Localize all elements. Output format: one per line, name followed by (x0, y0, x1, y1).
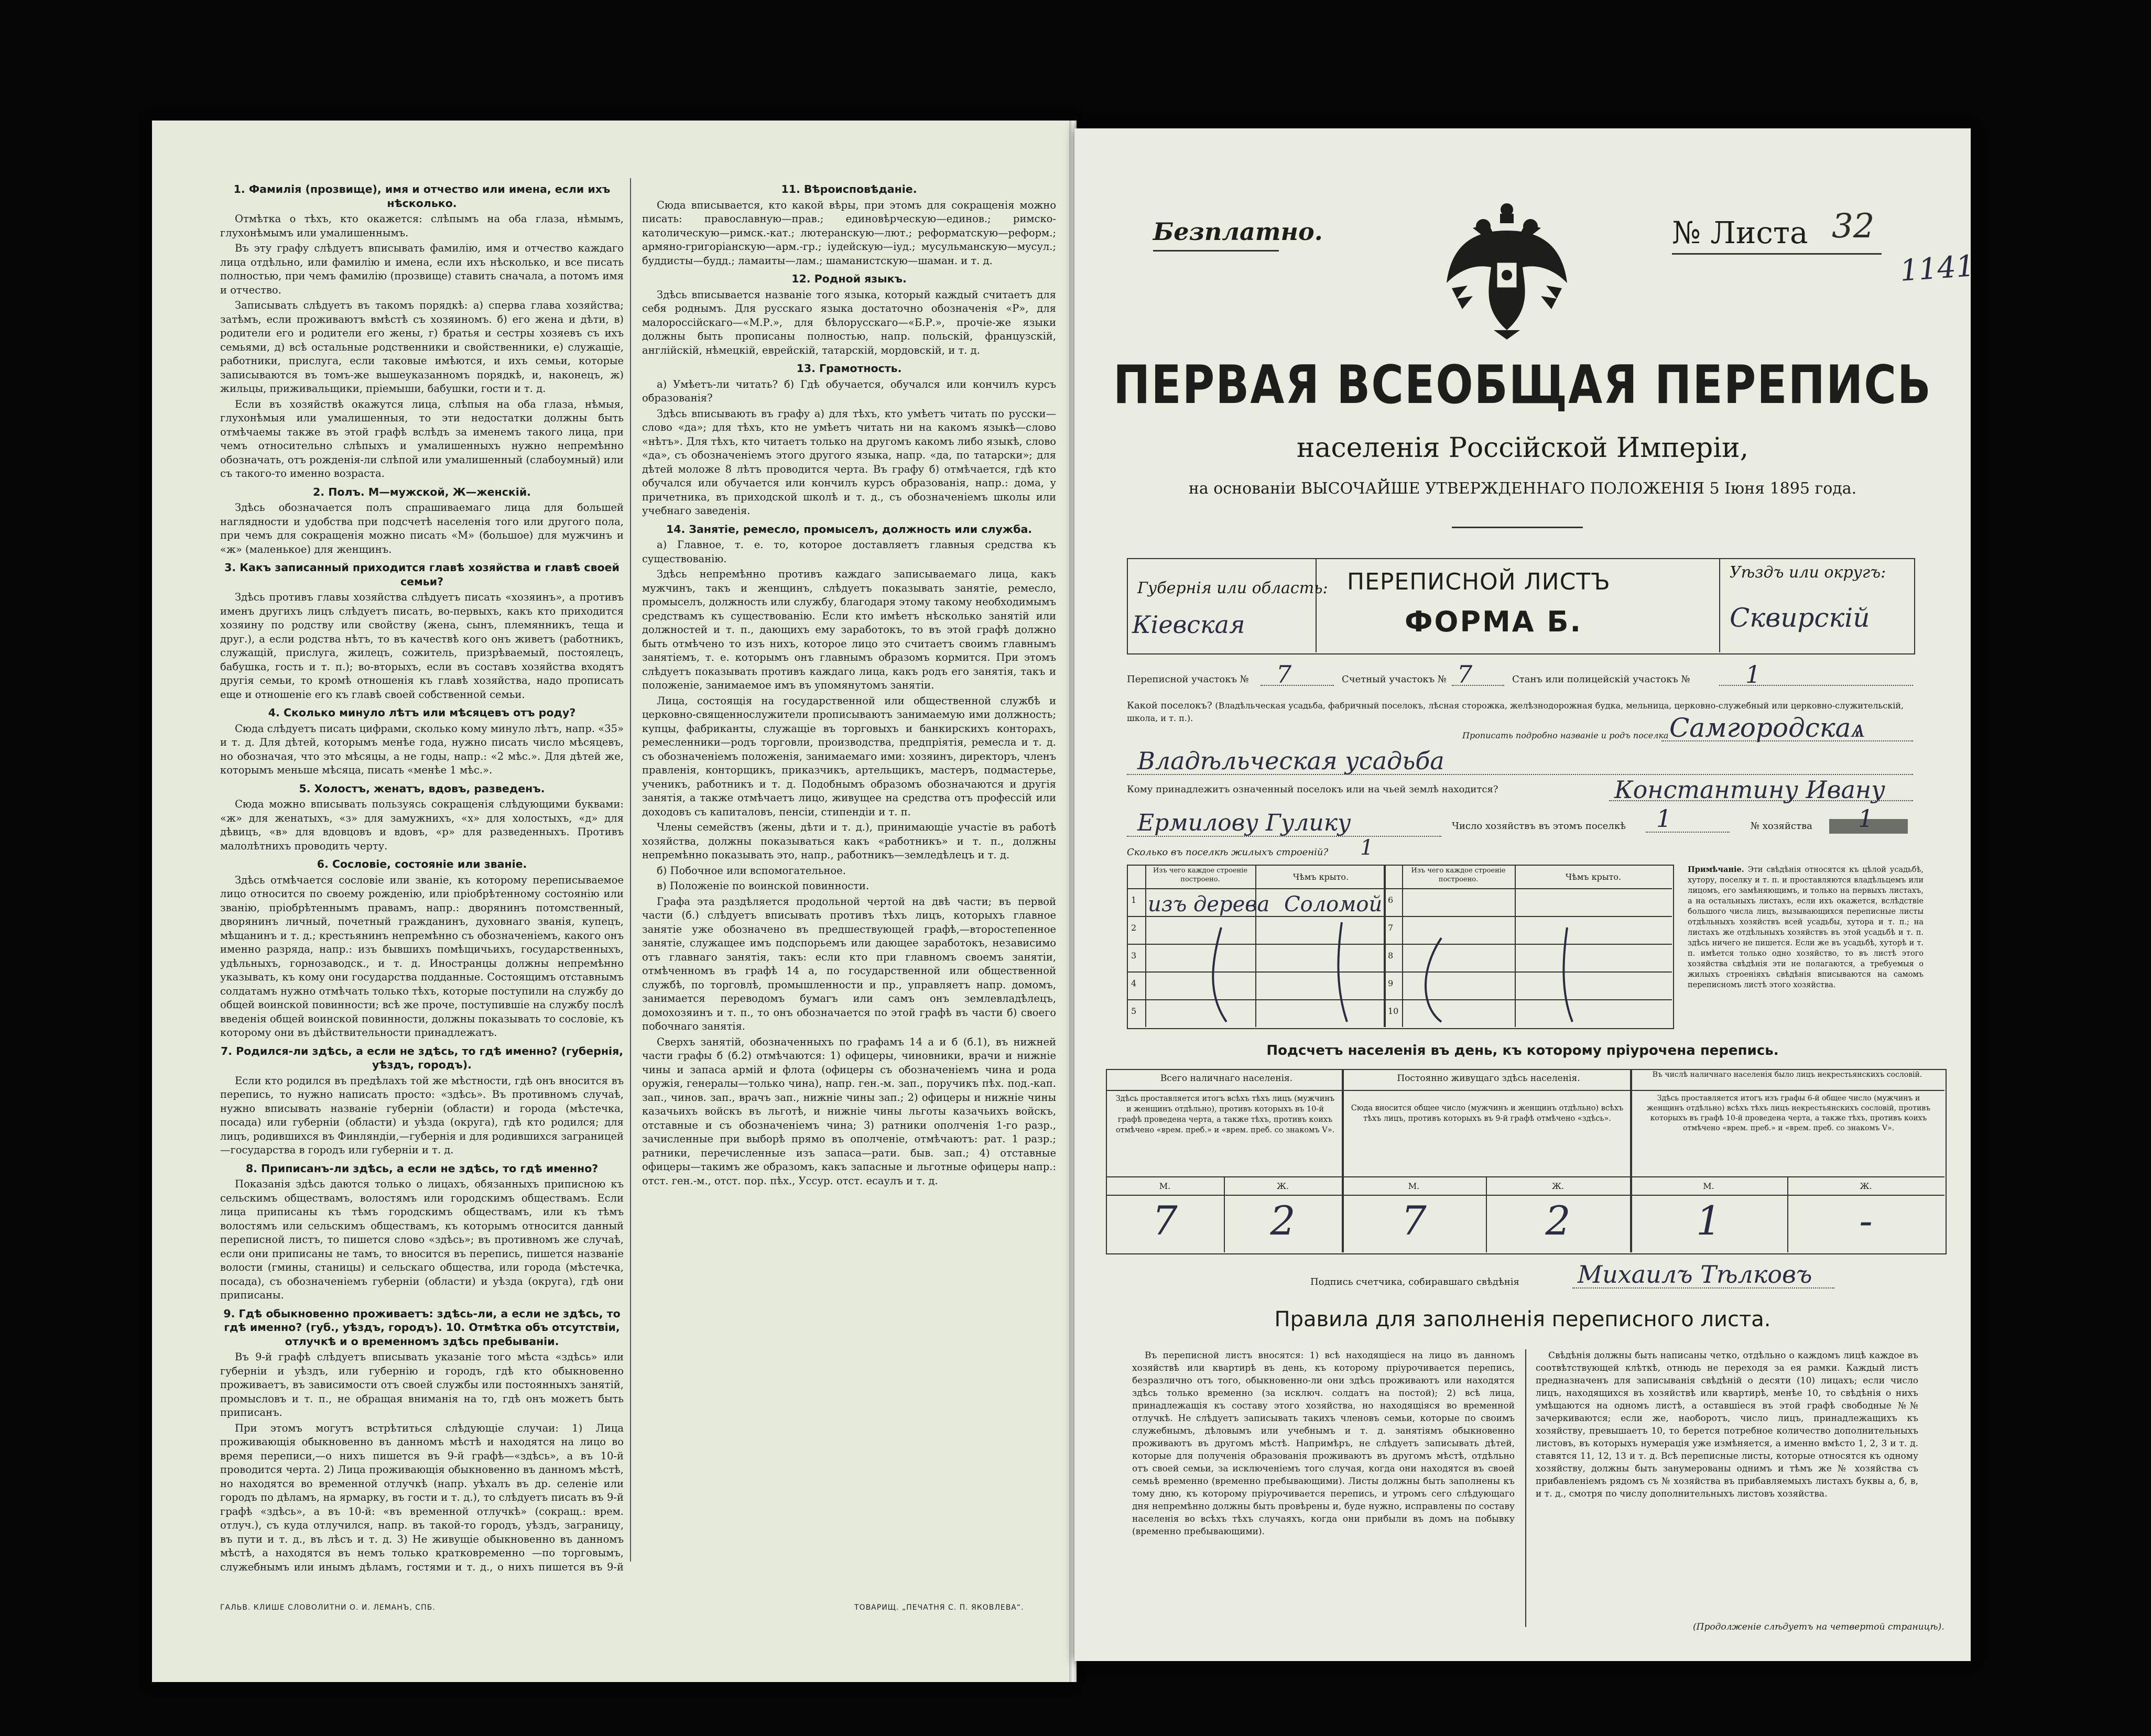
c2-zh-value: 2 (1545, 1197, 1571, 1244)
section-paragraph: Здѣсь обозначается полъ спрашиваемаго лица для большей наглядности и удобства при подсчетѣ населенія того или другого пола, при чемъ для сокращенія можно писать «М» (большое) для мужчинъ и «ж» (маленькое) для женщинъ. (220, 501, 624, 555)
c3-zh-label: Ж. (1860, 1181, 1872, 1191)
buildings-note (1688, 865, 1924, 990)
sheet-number-label: № Листа (1672, 215, 1808, 250)
section-paragraph: в) Положеніе по воинской повинности. (657, 880, 870, 892)
gubernia-label: Губернія или область: (1137, 579, 1328, 597)
section-paragraph: Если кто родился въ предѣлахъ той же мѣстности, гдѣ онъ вносится въ перепись, то нужно написать просто: «здѣсь». Въ противномъ случаѣ, нужно вписывать названіе губерніи (области) и города (мѣстечка, посада) или губерніи (области) и уѣзда (округа), гдѣ кто родился; для лицъ, родившихся въ Финляндіи,—губернія и для родившихся заграницей—государства в городъ или губерніи и т. д. (220, 1074, 624, 1156)
owner-label: Кому принадлежитъ означенный поселокъ или на чьей землѣ находится? (1127, 784, 1498, 795)
right-page (1074, 128, 1976, 1661)
count-col2-header: Постоянно живущаго здѣсь населенія. (1397, 1073, 1580, 1084)
households-label: Число хозяйствъ въ этомъ поселкѣ (1452, 821, 1626, 832)
roof-header-2: Чѣмъ крыто. (1565, 872, 1622, 882)
building-row-number: 6 (1388, 895, 1394, 905)
building-row-number: 7 (1388, 923, 1394, 933)
census-subtitle: населенія Россійской Имперіи, (1296, 432, 1749, 464)
section-paragraph: Сюда можно вписывать пользуясь сокращенія слѣдующими буквами: «ж» для женатыхъ, «з» для замужнихъ, «х» для холостыхъ, «д» для дѣвицъ, «в» для вдовцовъ и вдовъ, «р» для разведенныхъ. Противъ малолѣтнихъ проводить черту. (220, 798, 624, 852)
count-title: Подсчетъ населенія въ день, къ которому пріурочена перепись. (1266, 1043, 1779, 1058)
schetny-value: 7 (1457, 660, 1473, 689)
buildings-value: 1 (1360, 836, 1374, 860)
census-basis: на основаніи ВЫСОЧАЙШЕ УТВЕРЖДЕННАГО ПОЛОЖЕНІЯ 5 Іюня 1895 года. (1188, 479, 1857, 498)
section-paragraph: а) Умѣетъ-ли читать? б) Гдѣ обучается, обучался или кончилъ курсъ образованія? (642, 378, 1056, 404)
poselok-value-2: Владѣльческая усадьба (1137, 747, 1444, 775)
count-col3-text: Здѣсь проставляется итогъ изъ графы 6-й общее число (мужчинъ и женщинъ отдѣльно) всѣхъ тѣхъ лицъ некрестьянскихъ сословій, противъ которыхъ въ графѣ 10-й проведена черта, а также тѣхъ, противъ коихъ отмѣчено «врем. преб.» и «врем. преб. со знакомъ V». (1646, 1094, 1931, 1132)
household-number-label: № хозяйства (1751, 821, 1812, 832)
rules-right-text: Свѣдѣнія должны быть написаны четко, отдѣльно о каждомъ лицѣ каждое въ соотвѣтствующей клѣткѣ, отнюдь не переходя за ея рамки. Каждый листъ предназначенъ для записыванія свѣдѣній о десяти (10) лицахъ; если число лицъ, находящихся въ хозяйствѣ или квартирѣ, менѣе 10, то свѣдѣнія о нихъ умѣщаются на одномъ листѣ, а оставшіеся въ этой графѣ свободные №№ зачеркиваются; если же, наоборотъ, число лицъ, принадлежащихъ къ хозяйству, превышаетъ 10, то берется потребное количество дополнительныхъ листовъ, въ которыхъ нумерація уже измѣняется, а именно вмѣсто 1, 2, 3 и т. д. ставятся 11, 12, 13 и т. д. Всѣ переписные листы, которые относятся къ одному хозяйству, должны быть занумерованы однимъ и тѣмъ же № хозяйства съ прибавленіемъ рядомъ съ № хозяйства въ прибавляемыхъ листахъ буквы а, б, в, и т. д., смотря по числу дополнительныхъ листовъ хозяйства. (1536, 1350, 1918, 1499)
section-paragraph: Отмѣтка о тѣхъ, кто окажется: слѣпымъ на оба глаза, нѣмымъ, глухонѣмымъ или умалишеннымъ. (220, 213, 624, 239)
c1-zh-value: 2 (1270, 1197, 1296, 1244)
section-paragraph: Здѣсь отмѣчается сословіе или званіе, къ которому переписываемое лицо относится по своему рожденію, или пріобрѣтенному состоянію или званію, пріобрѣтеннымъ правамъ, напр.: дворянинъ потомственный, дворянинъ личный, почетный гражданинъ, духовнаго званія, купецъ, мѣщанинъ и т. д.; крестьянинъ непремѣнно съ обозначеніемъ, какого онъ именно разряда, напр.: изъ бывшихъ помѣщичьихъ, государственныхъ, удѣльныхъ, горнозаводск., и т. д. Иностранцы должны непремѣнно указывать, къ кому они государства подданные. Состоящимъ отставнымъ солдатамъ нужно отмѣчать только тѣхъ, которые поступили на службу до общей воинской повинности; всѣ же проче, поступившіе на службу послѣ введенія общей воинской повинности, должны показывать то сословіе, къ которому они въ дѣйствительности принадлежатъ. (220, 874, 624, 1039)
building-row-number: 10 (1388, 1006, 1399, 1016)
section-heading: 7. Родился-ли здѣсь, а если не здѣсь, то гдѣ именно? (губернія, уѣздъ, городъ). (220, 1044, 624, 1071)
sheet-number-underline (1672, 253, 1882, 255)
printer-note-right: ТОВАРИЩ. „ПЕЧАТНЯ С. П. ЯКОВЛЕВА“. (854, 1603, 1024, 1612)
households-value: 1 (1656, 804, 1672, 833)
census-title: ПЕРВАЯ ВСЕОБЩАЯ ПЕРЕПИСЬ (1113, 354, 1932, 416)
section-paragraph: Записывать слѣдуетъ въ такомъ порядкѣ: а) сперва глава хозяйства; затѣмъ, если проживаютъ вмѣстѣ съ хозяиномъ. б) его жена и дѣти, в) родители его и родители его жены, г) братья и сестры хозяевъ съ ихъ семьями, д) всѣ остальные родственники и свойственники, е) служащіе, работники, прислуга, если таковые имѣются, и ихъ семьи, которые записываются въ томъ-же вышеуказанномъ порядкѣ, и, наконецъ, ж) жильцы, приживальщики, пріемыши, бабушки, гости и т. д. (220, 299, 624, 395)
section-paragraph: Сюда слѣдуетъ писать цифрами, сколько кому минуло лѣтъ, напр. «35» и т. д. Для дѣтей, которымъ менѣе года, нужно писать число мѣсяцевъ, но обозначая, что это мѣсяцы, а не годы, напр.: «2 мѣс.». Для дѣтей же, которымъ меньше мѣсяца, писать «менѣе 1 мѣс.». (220, 722, 624, 776)
stan-value: 1 (1745, 660, 1761, 689)
c3-m-value: 1 (1696, 1197, 1722, 1244)
rules-continued: (Продолженіе слѣдуетъ на четвертой страницѣ). (1693, 1622, 1944, 1632)
section-paragraph: При этомъ могутъ встрѣтиться слѣдующіе случаи: 1) Лица проживающія обыкновенно въ данномъ мѣстѣ и находятся на лицо во время переписи,—о нихъ пишется въ 9-й графѣ—«здѣсь», а въ 10-й проводится черта. 2) Лица проживающія обыкновенно въ данномъ мѣстѣ, но находятся во временной отлучкѣ (напр. уѣхалъ въ др. селеніе или городъ по дѣламъ, на ярмарку, въ гости и т. д.), то слѣдуетъ писать въ 9-й графѣ «здѣсь», а въ 10-й: «въ временной отлучкѣ» (сокращ.: врем. отлуч.), съ куда отлучился, напр. въ такой-то городъ, уѣздъ, заграницу, въ пути и т. д., въ лѣсъ и т. д. 3) Не живущіе обыкновенно въ данномъ мѣстѣ, а находятся въ немъ только кратковременно —по торговымъ, служебнымъ или инымъ дѣламъ, гостями и т. д., о нихъ пишется въ 9-й (220, 1422, 624, 1572)
section-paragraph: Здѣсь вписывается названіе того языка, который каждый считаетъ для себя роднымъ. Для русскаго языка достаточно обозначенія «Р», для малороссійскаго—«М.Р.», для бѣлорусскаго—«Б.Р.», прочіе-же языки должны быть прописаны полностью, напр. польскій, французскій, англійскій, нѣмецкій, еврейскій, татарскій, мордовскій, и т. д. (642, 288, 1056, 356)
margin-note: 1141 (1898, 249, 1976, 288)
section-paragraph: б) Побочное или вспомогательное. (657, 864, 846, 877)
poselok-label: Какой поселокъ? (1127, 700, 1212, 711)
instructions-column-1 (220, 178, 624, 1572)
count-col3-header: Въ числѣ наличнаго населенія было лицъ некрестьянскихъ сословій. (1652, 1071, 1922, 1079)
rules-title: Правила для заполненія переписного листа. (1274, 1307, 1771, 1331)
c2-m-label: М. (1408, 1181, 1420, 1191)
printer-note-left: ГАЛЬВ. КЛИШЕ СЛОВОЛИТНИ О. И. ЛЕМАНЪ, СПБ. (220, 1603, 436, 1612)
free-label: Безплатно. (1153, 217, 1323, 246)
c2-zh-label: Ж. (1551, 1181, 1565, 1191)
section-paragraph: Лица, состоящія на государственной или общественной службѣ и церковно-священнослужители прописываютъ занимаемую ими должность; купцы, фабриканты, служащіе въ торговыхъ и банкирскихъ конторахъ, ремесленники—родъ торговли, производства, предпріятія, ремесла и т. д. съ обозначеніемъ положенія, занимаемаго ими: хозяинъ, директоръ, членъ правленія, конторщикъ, приказчикъ, артельщикъ, мастеръ, подмастерье, ученикъ, работникъ и т. д. Подобнымъ образомъ обозначаются и другія занятія, а также отмѣчаетъ лицо, живущее на средства отъ профессій или доходовъ съ капиталовъ, пенсіи, стипендіи и т. п. (642, 694, 1056, 818)
section-heading: 9. Гдѣ обыкновенно проживаетъ: здѣсь-ли, а если не здѣсь, то гдѣ именно? (губ., уѣздъ, городъ). 10. Отмѣтка объ отсутствіи, отлучкѣ и о временномъ здѣсь пребываніи. (223, 1307, 621, 1348)
section-paragraph: Здѣсь непремѣнно противъ каждаго записываемаго лица, какъ мужчинъ, такъ и женщинъ, слѣдуетъ показывать занятіе, ремесло, промыселъ, должность или службу, благодаря этому такому необходимымъ средствамъ къ существованію. Если кто имѣетъ нѣсколько занятій или должностей и т. п., дающихъ ему заработокъ, то въ этой графѣ должно быть отмѣчено то изъ нихъ, которое лицо это считаетъ своимъ главнымъ занятіемъ, т. е. которымъ онъ главнымъ образомъ кормится. При этомъ слѣдуетъ показывать противъ каждаго лица, какъ родъ его занятія, такъ и положеніе, занимаемое имъ въ упомянутомъ занятіи. (642, 568, 1056, 691)
poselok-value-1: Самгородскаѧ (1669, 713, 1865, 743)
schetny-label: Счетный участокъ № (1342, 674, 1447, 685)
uezd-value: Сквирскій (1730, 603, 1870, 633)
buildings-label: Сколько въ поселкѣ жилыхъ строеній? (1127, 847, 1329, 858)
c2-m-value: 7 (1401, 1197, 1427, 1244)
gubernia-value: Кіевская (1132, 610, 1245, 639)
note-label: Примѣчаніе. (1688, 865, 1744, 874)
count-col2-text: Сюда вносится общее число (мужчинъ и женщинъ отдѣльно) всѣхъ тѣхъ лицъ, противъ которыхъ въ 9-й графѣ отмѣчено «здѣсь». (1351, 1104, 1624, 1123)
section-heading: 13. Грамотность. (796, 362, 902, 375)
sheet-number-value: 32 (1832, 207, 1875, 246)
section-paragraph: Здѣсь вписывають въ графу а) для тѣхъ, кто умѣетъ читать по русски—слово «да»; для тѣхъ, кто не умѣетъ читать ни на какомъ языкѣ—слово «нѣтъ». Для тѣхъ, кто читаетъ только на другомъ какомъ либо языкѣ, слово «да», съ обозначеніемъ этого другого языка, напр. «да, по татарски»; для дѣтей моложе 8 лѣтъ проводится черта. Въ графу б) отмѣчается, гдѣ кто обучался или обучается или кончилъ курсъ образованія, напр.: дома, у причетника, въ приходской школѣ и т. д., съ обозначеніемъ школы или учебнаго заведенія. (642, 407, 1056, 517)
section-heading: 4. Сколько минуло лѣтъ или мѣсяцевъ отъ роду? (268, 706, 576, 719)
section-paragraph: Графа эта раздѣляется продольной чертой на двѣ части; въ первой части (б.) слѣдуетъ вписывать противъ тѣхъ лицъ, которыхъ главное занятіе уже обозначено въ предшествующей графѣ,—второстепенное занятіе, служащее имъ подспорьемъ или дающее заработокъ, независимо отъ главнаго занятія, такъ: если кто при главномъ своемъ занятіи, отмѣченномъ въ графѣ 14 а, по государственной или общественной службѣ, по торговлѣ, промышленности и пр., управляетъ напр. домомъ, занимается переводомъ бумагъ или самъ онъ землевладѣлецъ, домохозяинъ и т. п., то онъ обозначается по этой графѣ въ части б) своего побочнаго занятія. (642, 895, 1056, 1032)
building-material-value: изъ дерева (1148, 892, 1270, 916)
material-header-2: Изъ чего каждое строеніе построено. (1411, 867, 1506, 883)
section-heading: 3. Какъ записанный приходится главѣ хозяйства и главѣ своей семьи? (224, 561, 620, 588)
c1-m-value: 7 (1152, 1197, 1178, 1244)
title-rule (1452, 527, 1583, 528)
section-heading: 5. Холостъ, женатъ, вдовъ, разведенъ. (299, 782, 545, 795)
column-divider (630, 178, 631, 1562)
count-col1-header: Всего наличнаго населенія. (1160, 1073, 1293, 1084)
form-title: ФОРМА Б. (1405, 605, 1583, 638)
signature-label: Подпись счетчика, собиравшаго свѣдѣнія (1310, 1276, 1519, 1287)
section-heading: 11. Вѣроисповѣданіе. (781, 183, 917, 195)
building-row-number: 9 (1388, 978, 1394, 988)
c3-zh-value: - (1859, 1197, 1873, 1244)
free-underline (1153, 250, 1279, 252)
section-heading: 12. Родной языкъ. (791, 272, 907, 285)
building-row-number: 2 (1131, 923, 1137, 933)
uchastok-label: Переписной участокъ № (1127, 674, 1249, 685)
poselok-hint: (Владѣльческая усадьба, фабричный поселокъ, лѣсная сторожка, желѣзнодорожная будка, мельница, церковно-служебный или церковно-служительскій, школа, и т. п.). (1127, 701, 1904, 723)
owner-value-2: Ермилову Гулику (1137, 810, 1351, 836)
uezd-label: Уѣздъ или округъ: (1730, 563, 1886, 582)
building-roof-value: Соломой (1284, 892, 1383, 916)
signature-value: Михаилъ Тѣлковъ (1578, 1260, 1812, 1289)
section-heading: 8. Приписанъ-ли здѣсь, а если не здѣсь, то гдѣ именно? (245, 1162, 599, 1175)
section-heading: 1. Фамилія (прозвище), имя и отчество или имена, если ихъ нѣсколько. (233, 183, 611, 210)
section-paragraph: Сюда вписывается, кто какой вѣры, при этомъ для сокращенія можно писать: православную—прав.; единовѣрческую—единов.; римско-католическую—римск.-кат.; лютеранскую—лют.; реформатскую—реформ.; армяно-григоріанскую—арм.-гр.; іудейскую—іуд.; мусульманскую—мусул.; буддисты—будд.; ламаиты—лам.; шаманистскую—шаман. и т. д. (642, 199, 1056, 267)
building-row-number: 3 (1131, 951, 1137, 960)
list-title: ПЕРЕПИСНОЙ ЛИСТЪ (1347, 569, 1611, 595)
roof-header-1: Чѣмъ крыто. (1292, 872, 1349, 882)
left-page (152, 121, 1072, 1682)
imperial-eagle-icon (1441, 199, 1572, 341)
section-paragraph: Сверхъ занятій, обозначенныхъ по графамъ 14 а и б (б.1), въ нижней части графы б (б.2) отмѣчаются: 1) офицеры, чиновники, врачи и нижніе чины и запаса армій и флота (офицеры съ обозначеніемъ чина и рода оружія, генералы—только чина), напр. ген.-м. зап., поручикъ пѣх. под.-кап. зап., чинов. зап., врачъ зап., нижніе чины зап.; 2) офицеры и нижніе чины казачьихъ войскъ въ льготѣ, и нижніе чины льготы казачьихъ войскъ, отставные и съ обозначеніемъ чина; 3) ратники ополченія 1-го разр., зачисленные при выборѣ прямо въ ополченіе, отмѣчаютъ: рат. 1 разр.; ратники, перечисленные изъ запаса—рати. быв. зап.; 4) отставные офицеры—такимъ же образомъ, какъ запасные и льготные офицеры напр.: отст. ген.-м., отст. пор. пѣх., Уссур. отст. есаулъ и т. д. (642, 1035, 1056, 1187)
owner-value-1: Константину Ивану (1614, 776, 1885, 804)
section-paragraph: Члены семействъ (жены, дѣти и т. д.), принимающіе участіе въ работѣ хозяйства, должны показываться какъ «работникъ» и т. п., должны непремѣнно показывать это, напр., работникъ—земледѣлецъ и т. д. (642, 821, 1056, 861)
section-paragraph: а) Главное, т. е. то, которое доставляетъ главныя средства къ существованію. (642, 539, 1056, 565)
section-paragraph: Въ 9-й графѣ слѣдуетъ вписывать указаніе того мѣста «здѣсь» или губерніи и уѣздъ, или губернію и городъ, гдѣ кто обыкновенно проживаетъ, въ зависимости отъ своей службы или постоянныхъ занятій, промысловъ и т. п., не обращая вниманія на то, гдѣ онъ можетъ быть приписанъ. (220, 1351, 624, 1418)
rules-left-text: Въ переписной листъ вносятся: 1) всѣ находящіеся на лицо въ данномъ хозяйствѣ или квартирѣ въ день, къ которому пріурочивается перепись, безразлично отъ того, обыкновенно-ли они здѣсь проживаютъ или находятся здѣсь только временно (за исключ. солдатъ на постой); 2) всѣ лица, принадлежащія къ составу этого хозяйства, но находящіяся во временной отлучкѣ. Не слѣдуетъ записывать такихъ членовъ семьи, которые по своимъ служебнымъ, дѣловымъ или учебнымъ и т. д. занятіямъ обыкновенно проживаютъ въ другомъ мѣстѣ. Напримѣръ, не слѣдуетъ записывать дѣтей, которые для полученія образованія проживаютъ въ другомъ мѣстѣ, отдѣльно отъ своей семьи, за исключеніемъ того случая, когда они находятся въ своей семьѣ временно (временно пребывающими). Листы должны быть заполнены къ тому дню, къ которому пріурочивается перепись, и утромъ сего слѣдующаго дня непремѣнно должны быть провѣрены и, буде нужно, исправлены по составу населенія во всѣхъ тѣхъ случаяхъ, когда они прибыли въ домъ на побывку (временно пребывающими). (1132, 1350, 1515, 1537)
c1-zh-label: Ж. (1276, 1181, 1289, 1191)
section-heading: 2. Полъ. М—мужской, Ж—женскій. (313, 485, 531, 498)
building-row-number: 1 (1131, 895, 1137, 905)
section-paragraph: Здѣсь противъ главы хозяйства слѣдуетъ писать «хозяинъ», а противъ именъ другихъ лицъ слѣдуетъ писать, во-первыхъ, какъ кто приходится хозяину по родству или свойству (жена, сынъ, племянникъ, теща и друг.), а если родства нѣтъ, то въ качествѣ кого онъ живетъ (работникъ, служащій, прислуга, жилецъ, сожитель, призрѣваемый, постоялецъ, бабушка, гость и т. п.); во-вторыхъ, если въ составъ хозяйства входятъ другія семьи, то кромѣ отношенія къ главѣ хозяйства, надо прописать еще и отношеніе его къ главѣ своей собственной семьи. (220, 591, 624, 701)
section-heading: 6. Сословіе, состояніе или званіе. (317, 858, 527, 870)
section-paragraph: Въ эту графу слѣдуетъ вписывать фамилію, имя и отчество каждаго лица отдѣльно, или фамилію и имена, если ихъ нѣсколько, и все писать полностью, при чемъ фамилію (прозвище) ставить сначала, а потомъ имя и отчество. (220, 242, 624, 296)
note-text: Эти свѣдѣнія относятся къ цѣлой усадьбѣ, хутору, поселку и т. п. и проставляются владѣльцемъ или лицомъ, его замѣняющимъ, и только на первыхъ листахъ, а на остальныхъ листахъ, если ихъ окажется, вслѣдствіе большого числа лицъ, вызывающихся переписные листы отдѣльныхъ хозяйствъ всей усадьбы, хутора и т. п.; на листахъ же отдѣльныхъ хозяйствъ въ этой усадьбѣ и т. п. здѣсь ничего не пишется. Если же въ усадьбѣ, хуторѣ и т. п. имѣется только одно хозяйство, то въ листѣ этого хозяйства свѣдѣнія эти не полагаются, а требуемыя о жилыхъ строеніяхъ свѣдѣнія вписываются на самомъ переписномъ листѣ этого хозяйства. (1688, 866, 1924, 989)
household-number-value: 1 (1858, 804, 1874, 833)
building-dash-marks (1148, 917, 1672, 1027)
building-row-number: 5 (1131, 1006, 1137, 1016)
c1-m-label: М. (1159, 1181, 1171, 1191)
poselok-hint-2: Прописать подробно названіе и родъ поселка (1462, 730, 1669, 740)
instructions-column-2 (642, 178, 1056, 1572)
stan-label: Станъ или полицейскій участокъ № (1512, 674, 1690, 685)
section-heading: 14. Занятіе, ремесло, промыселъ, должность или служба. (666, 522, 1033, 536)
building-row-number: 8 (1388, 951, 1394, 960)
count-col1-text: Здѣсь проставляется итогъ всѣхъ тѣхъ лицъ (мужчинъ и женщинъ отдѣльно), противъ которыхъ въ 10-й графѣ проведена черта, а также тѣхъ, противъ коихъ отмѣчено «врем. преб.» и «врем. преб. со знакомъ V». (1115, 1095, 1335, 1134)
uchastok-value: 7 (1276, 660, 1292, 689)
section-paragraph: Показанія здѣсь даются только о лицахъ, обязанныхъ приписною къ сельскимъ обществамъ, волостямъ или городскимъ обществамъ. Если лица приписаны къ тѣмъ городскимъ обществамъ, или къ тѣмъ волостямъ или сельскимъ обществамъ, къ которымъ относится данный переписной листъ, то пишется слово «здѣсь»; въ противномъ же случаѣ, если они приписаны не тамъ, то вносится въ перепись, пишется названіе волости (гмины, станицы) и сельскаго общества, или города (мѣстечка, посада), съ обозначеніемъ губерніи (области) и уѣзда (округа), гдѣ они приписаны. (220, 1178, 624, 1301)
section-paragraph: Если въ хозяйствѣ окажутся лица, слѣпыя на оба глаза, нѣмыя, глухонѣмыя или умалишенныя, то эти недостатки должны быть отмѣчаемы также въ этой графѣ вслѣдъ за именемъ такого лица, при чемъ относительно слѣпыхъ и умалишенныхъ нужно непремѣнно обозначать, отъ рожденія-ли слѣпой или умалишенный (слабоумный) или съ такого-то именно возраста. (220, 398, 624, 479)
building-row-number: 4 (1131, 978, 1137, 988)
c3-m-label: М. (1703, 1181, 1714, 1191)
material-header-1: Изъ чего каждое строеніе построено. (1153, 867, 1248, 883)
